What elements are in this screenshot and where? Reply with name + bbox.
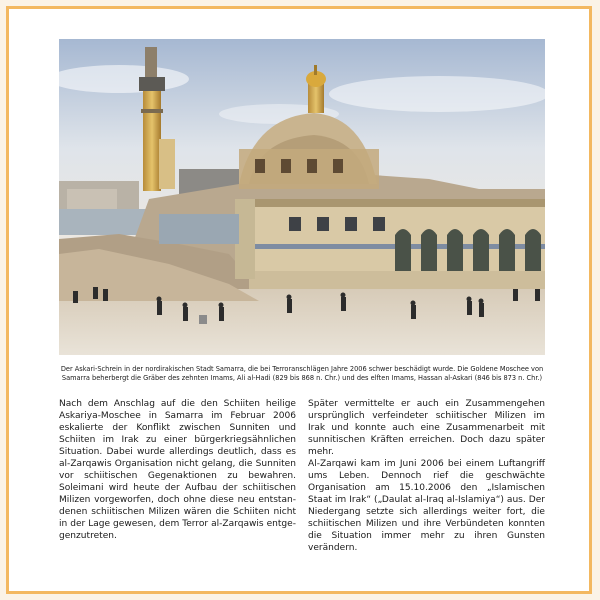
text-column-left [59,398,296,542]
shrine-photo [59,39,545,355]
paragraph: Al-Zarqawi kam im Juni 2006 bei einem Luftangriff ums Leben. Dennoch rief die geschwächte Organisation am 15.10.2006 den „Islamischen Staat im Irak“ („Daulat al-Iraq al-Islamiya“) aus. Der Niedergang setzte sich allerdings weiter fort, die schiitischen Milizen und ihre Verbündeten konnten die Situation immer mehr zu ihren Gunsten verändern. [308,459,545,553]
paragraph: Später vermittelte er auch ein Zusammengehen ursprünglich verfeindeter schiitischer Milizen im Irak und konnte auch eine Zusammenarbeit mit sunnitischen Kräften erreichen. Doch dazu später mehr. [308,399,545,457]
text-column-right [308,398,545,554]
photo-caption: Der Askari-Schrein in der nordirakischen Stadt Samarra, die bei Terroranschlägen Jahre 2006 schwer beschädigt wurde. Die Goldene Moschee von Samarra beherbergt die Gräber des zehnten Imams, Ali al-Hadi (829 bis 868 n. Chr.) und des elften Imams, Hassan al-Askari (846 bis 873 n. Chr.) [60,365,544,382]
document-page [6,6,592,594]
paragraph: Nach dem Anschlag auf die den Schiiten heilige Askariya-Moschee in Samarra im Februar 2006 eskalierte der Konflikt zwischen Sunniten und Schiiten im Irak zu einer bürgerkriegsähnlichen Situation. Dabei wurde allerdings deutlich, dass es al-Zarqawis Organisation nicht gelang, die Sunniten vor schiitischen Gegenaktionen zu bewahren. Soleimani wird heute der Aufbau der schiitischen Milizen vorgeworfen, doch ohne diese neu entstandenen schiitischen Milizen wären die Schiiten nicht in der Lage gewesen, dem Terror al-Zarqawis entgegenzutreten. [59,399,296,541]
damaged-shrine-illustration [59,39,545,355]
